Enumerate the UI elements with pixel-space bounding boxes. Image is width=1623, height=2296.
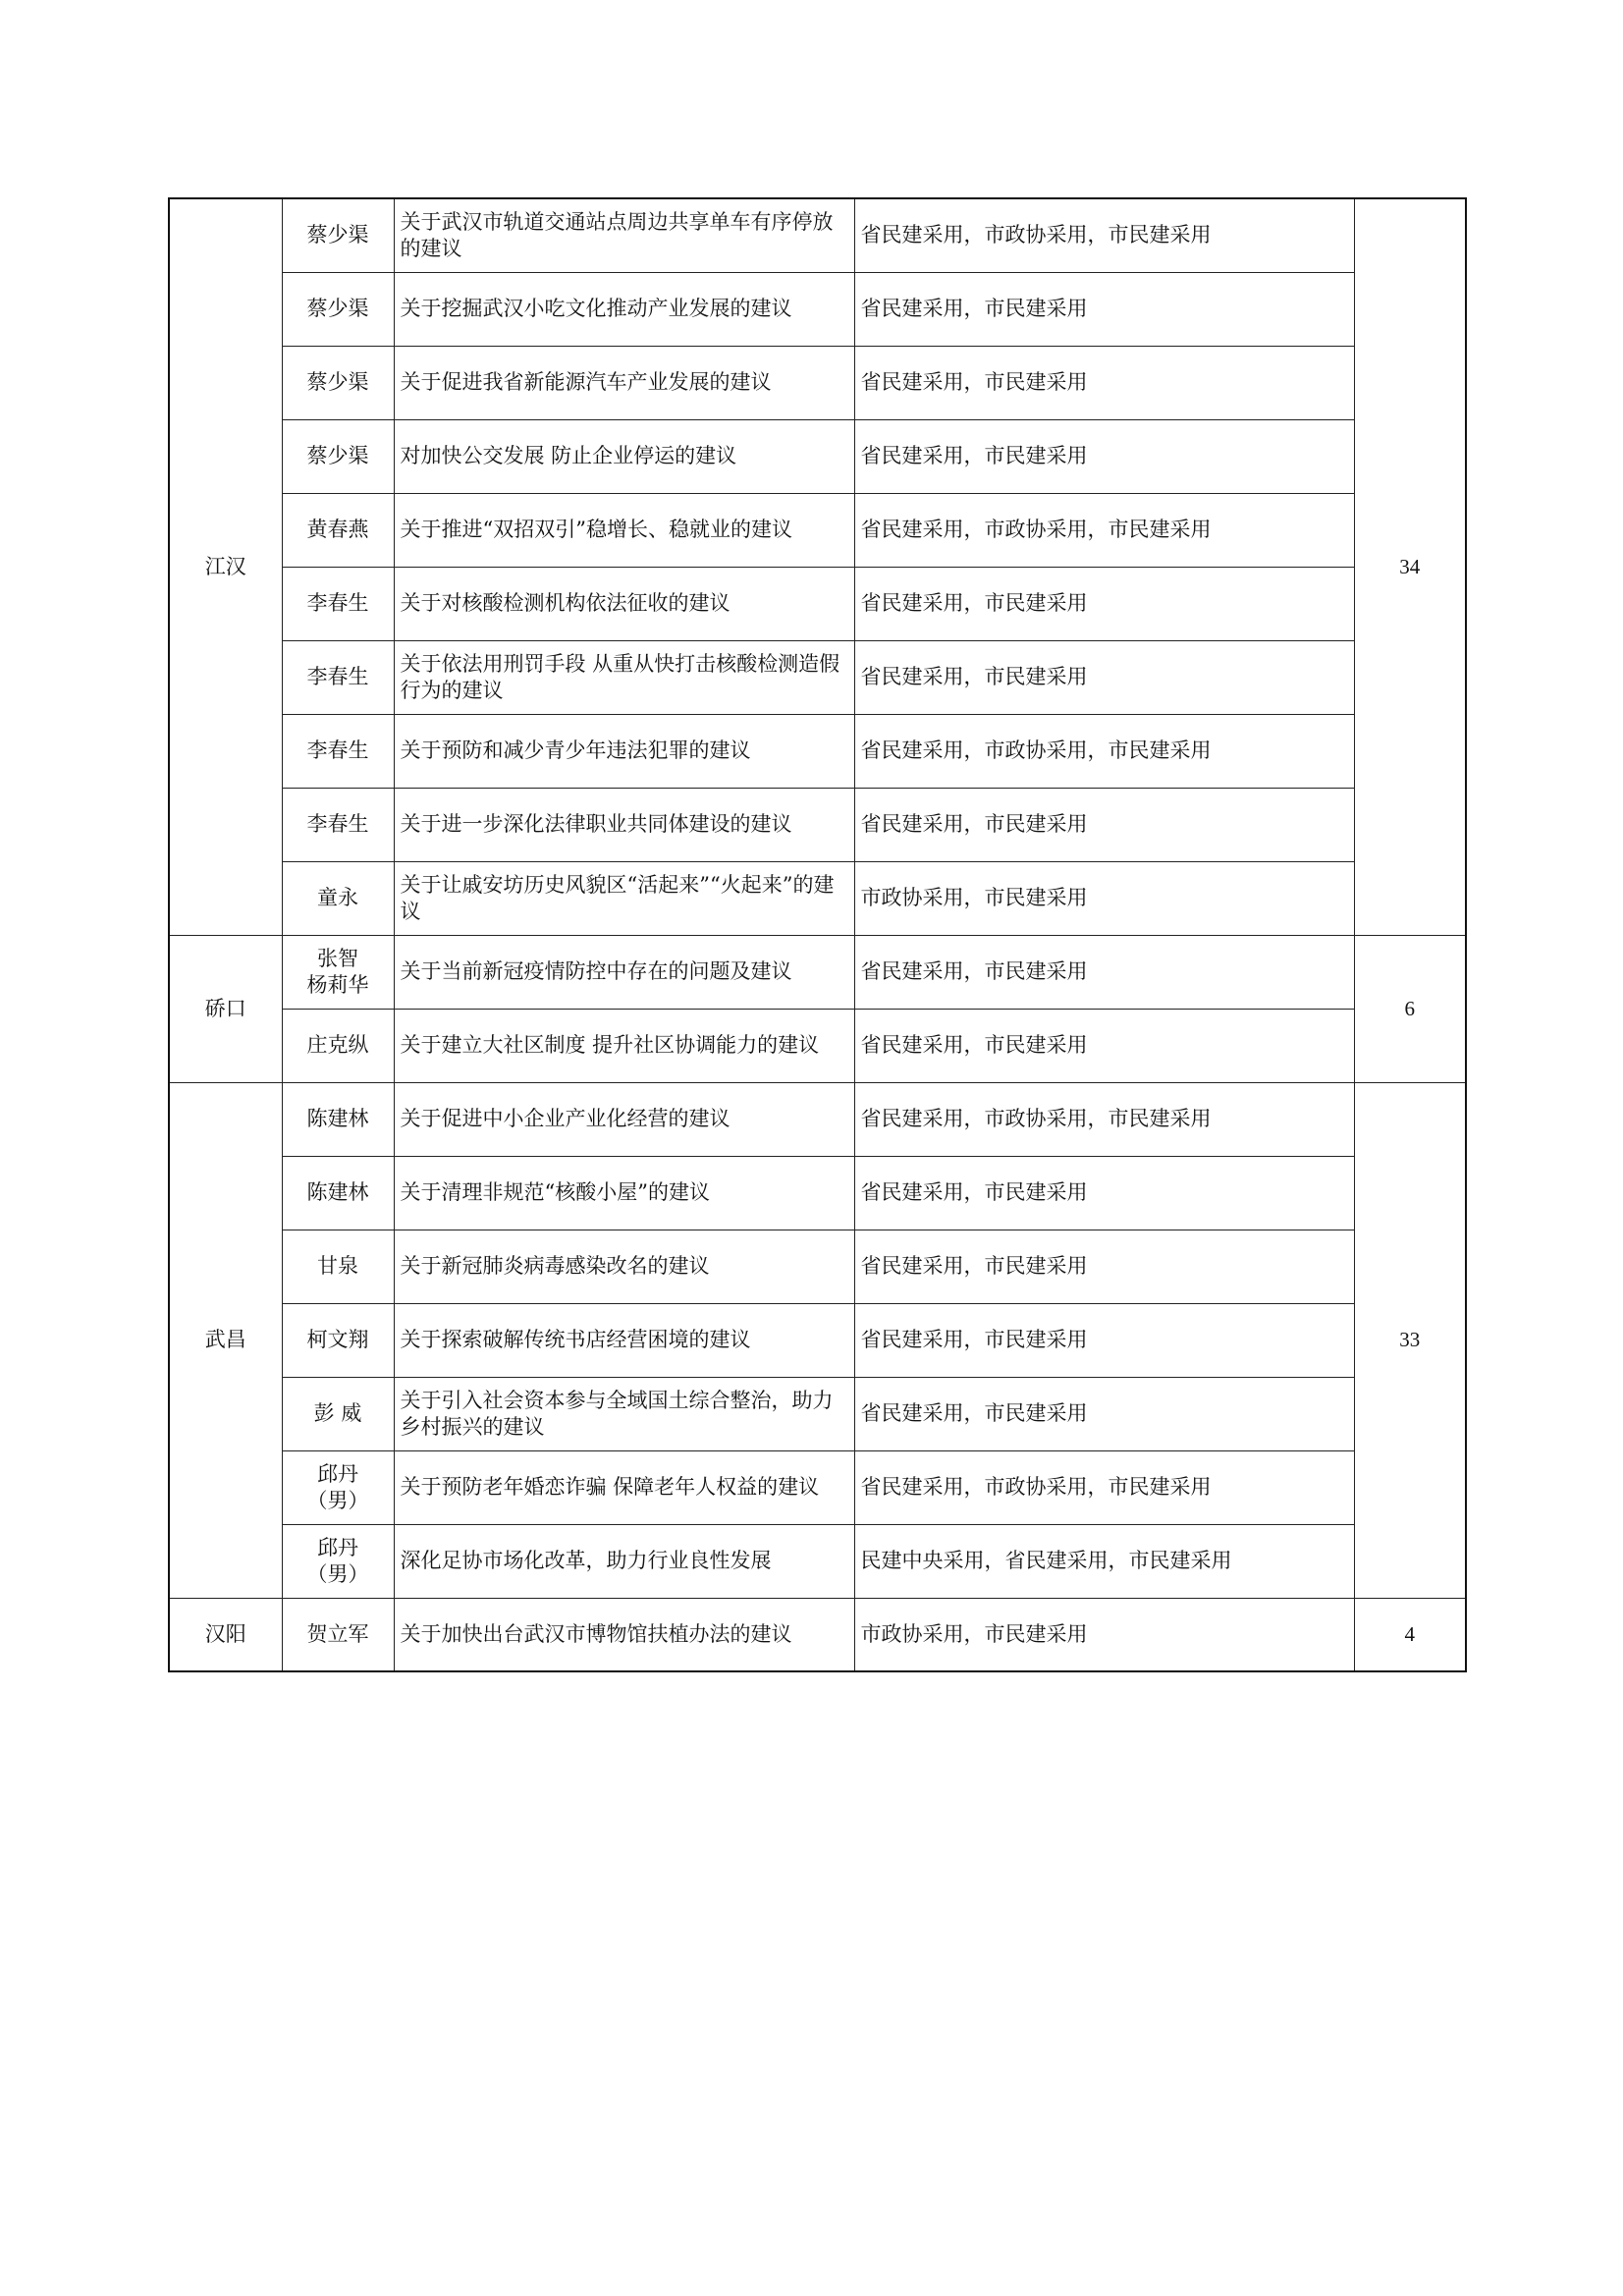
proposal-title-cell: 关于武汉市轨道交通站点周边共享单车有序停放的建议 [394,198,854,272]
proposer-cell [282,1303,394,1377]
adoption-status-cell: 省民建采用，市民建采用 [854,1009,1354,1082]
adoption-status-cell: 省民建采用，市政协采用，市民建采用 [854,493,1354,567]
district-cell: 江汉 [169,198,282,935]
proposer-name: 庄克纵 [306,1033,369,1057]
proposer-cell [282,714,394,788]
table-row [169,1230,1466,1303]
proposer-name: 彭 威 [313,1401,362,1425]
proposal-title-cell: 关于挖掘武汉小吃文化推动产业发展的建议 [394,272,854,346]
proposer-name: 陈建林 [306,1107,369,1130]
adoption-status-cell: 省民建采用，市民建采用 [854,346,1354,419]
proposer-name: 蔡少渠 [306,370,369,394]
proposer-name: 邱丹 [317,1461,358,1486]
table-row [169,788,1466,861]
proposal-title-cell: 关于建立大社区制度 提升社区协调能力的建议 [394,1009,854,1082]
proposer-name: 甘泉 [317,1254,358,1278]
adoption-status-cell: 省民建采用，市民建采用 [854,1377,1354,1450]
proposer-name: 蔡少渠 [306,444,369,467]
adoption-status-cell: 民建中央采用，省民建采用，市民建采用 [854,1524,1354,1598]
proposer-cell [282,1524,394,1598]
adoption-status-cell: 省民建采用，市民建采用 [854,567,1354,640]
proposer-cell [282,1230,394,1303]
table-row [169,198,1466,272]
table-row [169,1156,1466,1230]
adoption-status-cell: 市政协采用，市民建采用 [854,861,1354,935]
proposal-title-cell: 对加快公交发展 防止企业停运的建议 [394,419,854,493]
adoption-status-cell: 省民建采用，市民建采用 [854,1156,1354,1230]
table-body [169,198,1466,1671]
proposal-title-cell: 关于清理非规范“核酸小屋”的建议 [394,1156,854,1230]
proposal-title-cell: 关于进一步深化法律职业共同体建设的建议 [394,788,854,861]
adoption-status-cell: 省民建采用，市政协采用，市民建采用 [854,198,1354,272]
proposal-title-cell: 关于预防和减少青少年违法犯罪的建议 [394,714,854,788]
table-row [169,935,1466,1009]
table-row [169,1303,1466,1377]
count-cell: 6 [1354,935,1466,1082]
proposer-cell [282,567,394,640]
table-row [169,567,1466,640]
table-row [169,272,1466,346]
adoption-status-cell: 省民建采用，市政协采用，市民建采用 [854,1450,1354,1524]
table-row [169,419,1466,493]
count-cell: 4 [1354,1598,1466,1671]
proposer-name: 李春生 [306,665,369,688]
adoption-status-cell: 省民建采用，市民建采用 [854,1230,1354,1303]
table-row [169,1377,1466,1450]
proposal-title-cell: 关于引入社会资本参与全域国土综合整治，助力乡村振兴的建议 [394,1377,854,1450]
table-row [169,493,1466,567]
adoption-status-cell: 市政协采用，市民建采用 [854,1598,1354,1671]
proposal-title-cell: 关于预防老年婚恋诈骗 保障老年人权益的建议 [394,1450,854,1524]
table-row [169,714,1466,788]
proposer-name: （男） [306,1561,369,1586]
district-cell: 武昌 [169,1082,282,1598]
adoption-status-cell: 省民建采用，市政协采用，市民建采用 [854,714,1354,788]
proposer-cell [282,640,394,714]
proposer-name: 李春生 [306,738,369,762]
proposer-cell [282,861,394,935]
adoption-status-cell: 省民建采用，市民建采用 [854,272,1354,346]
proposer-name: （男） [306,1488,369,1512]
count-cell: 34 [1354,198,1466,935]
proposal-title-cell: 关于探索破解传统书店经营困境的建议 [394,1303,854,1377]
adoption-status-cell: 省民建采用，市民建采用 [854,935,1354,1009]
proposal-title-cell: 深化足协市场化改革，助力行业良性发展 [394,1524,854,1598]
proposer-cell [282,788,394,861]
table-row [169,640,1466,714]
proposal-title-cell: 关于当前新冠疫情防控中存在的问题及建议 [394,935,854,1009]
proposal-title-cell: 关于让戚安坊历史风貌区“活起来”“火起来”的建议 [394,861,854,935]
proposal-title-cell: 关于促进中小企业产业化经营的建议 [394,1082,854,1156]
proposal-title-cell: 关于新冠肺炎病毒感染改名的建议 [394,1230,854,1303]
adoption-status-cell: 省民建采用，市民建采用 [854,419,1354,493]
table-row [169,1082,1466,1156]
proposer-cell [282,1450,394,1524]
table-row [169,1598,1466,1671]
district-cell: 汉阳 [169,1598,282,1671]
proposer-name: 李春生 [306,812,369,836]
table-row [169,861,1466,935]
adoption-status-cell: 省民建采用，市民建采用 [854,788,1354,861]
proposer-name: 邱丹 [317,1535,358,1559]
proposer-cell [282,272,394,346]
table-row [169,346,1466,419]
proposer-cell [282,1598,394,1671]
proposer-cell [282,419,394,493]
proposer-cell [282,1377,394,1450]
adoption-status-cell: 省民建采用，市政协采用，市民建采用 [854,1082,1354,1156]
proposal-title-cell: 关于促进我省新能源汽车产业发展的建议 [394,346,854,419]
proposer-cell [282,346,394,419]
proposer-name: 蔡少渠 [306,297,369,320]
proposer-cell [282,493,394,567]
proposal-title-cell: 关于推进“双招双引”稳增长、稳就业的建议 [394,493,854,567]
table-row [169,1450,1466,1524]
proposer-name: 黄春燕 [306,518,369,541]
count-cell: 33 [1354,1082,1466,1598]
proposer-name: 贺立军 [306,1621,369,1646]
proposal-title-cell: 关于对核酸检测机构依法征收的建议 [394,567,854,640]
proposer-name: 蔡少渠 [306,223,369,247]
adoption-status-cell: 省民建采用，市民建采用 [854,1303,1354,1377]
table-row [169,1524,1466,1598]
proposer-cell [282,1082,394,1156]
proposer-cell [282,198,394,272]
proposer-name: 杨莉华 [306,972,369,997]
proposer-name: 柯文翔 [306,1328,369,1351]
proposal-title-cell: 关于依法用刑罚手段 从重从快打击核酸检测造假行为的建议 [394,640,854,714]
proposal-title-cell: 关于加快出台武汉市博物馆扶植办法的建议 [394,1598,854,1671]
proposer-cell [282,935,394,1009]
proposer-cell [282,1009,394,1082]
adoption-status-cell: 省民建采用，市民建采用 [854,640,1354,714]
proposer-name: 童永 [317,886,358,909]
district-cell: 硚口 [169,935,282,1082]
proposer-cell [282,1156,394,1230]
proposals-table [168,197,1467,1672]
table-row [169,1009,1466,1082]
proposer-name: 张智 [317,946,358,970]
proposer-name: 陈建林 [306,1180,369,1204]
proposer-name: 李春生 [306,591,369,615]
